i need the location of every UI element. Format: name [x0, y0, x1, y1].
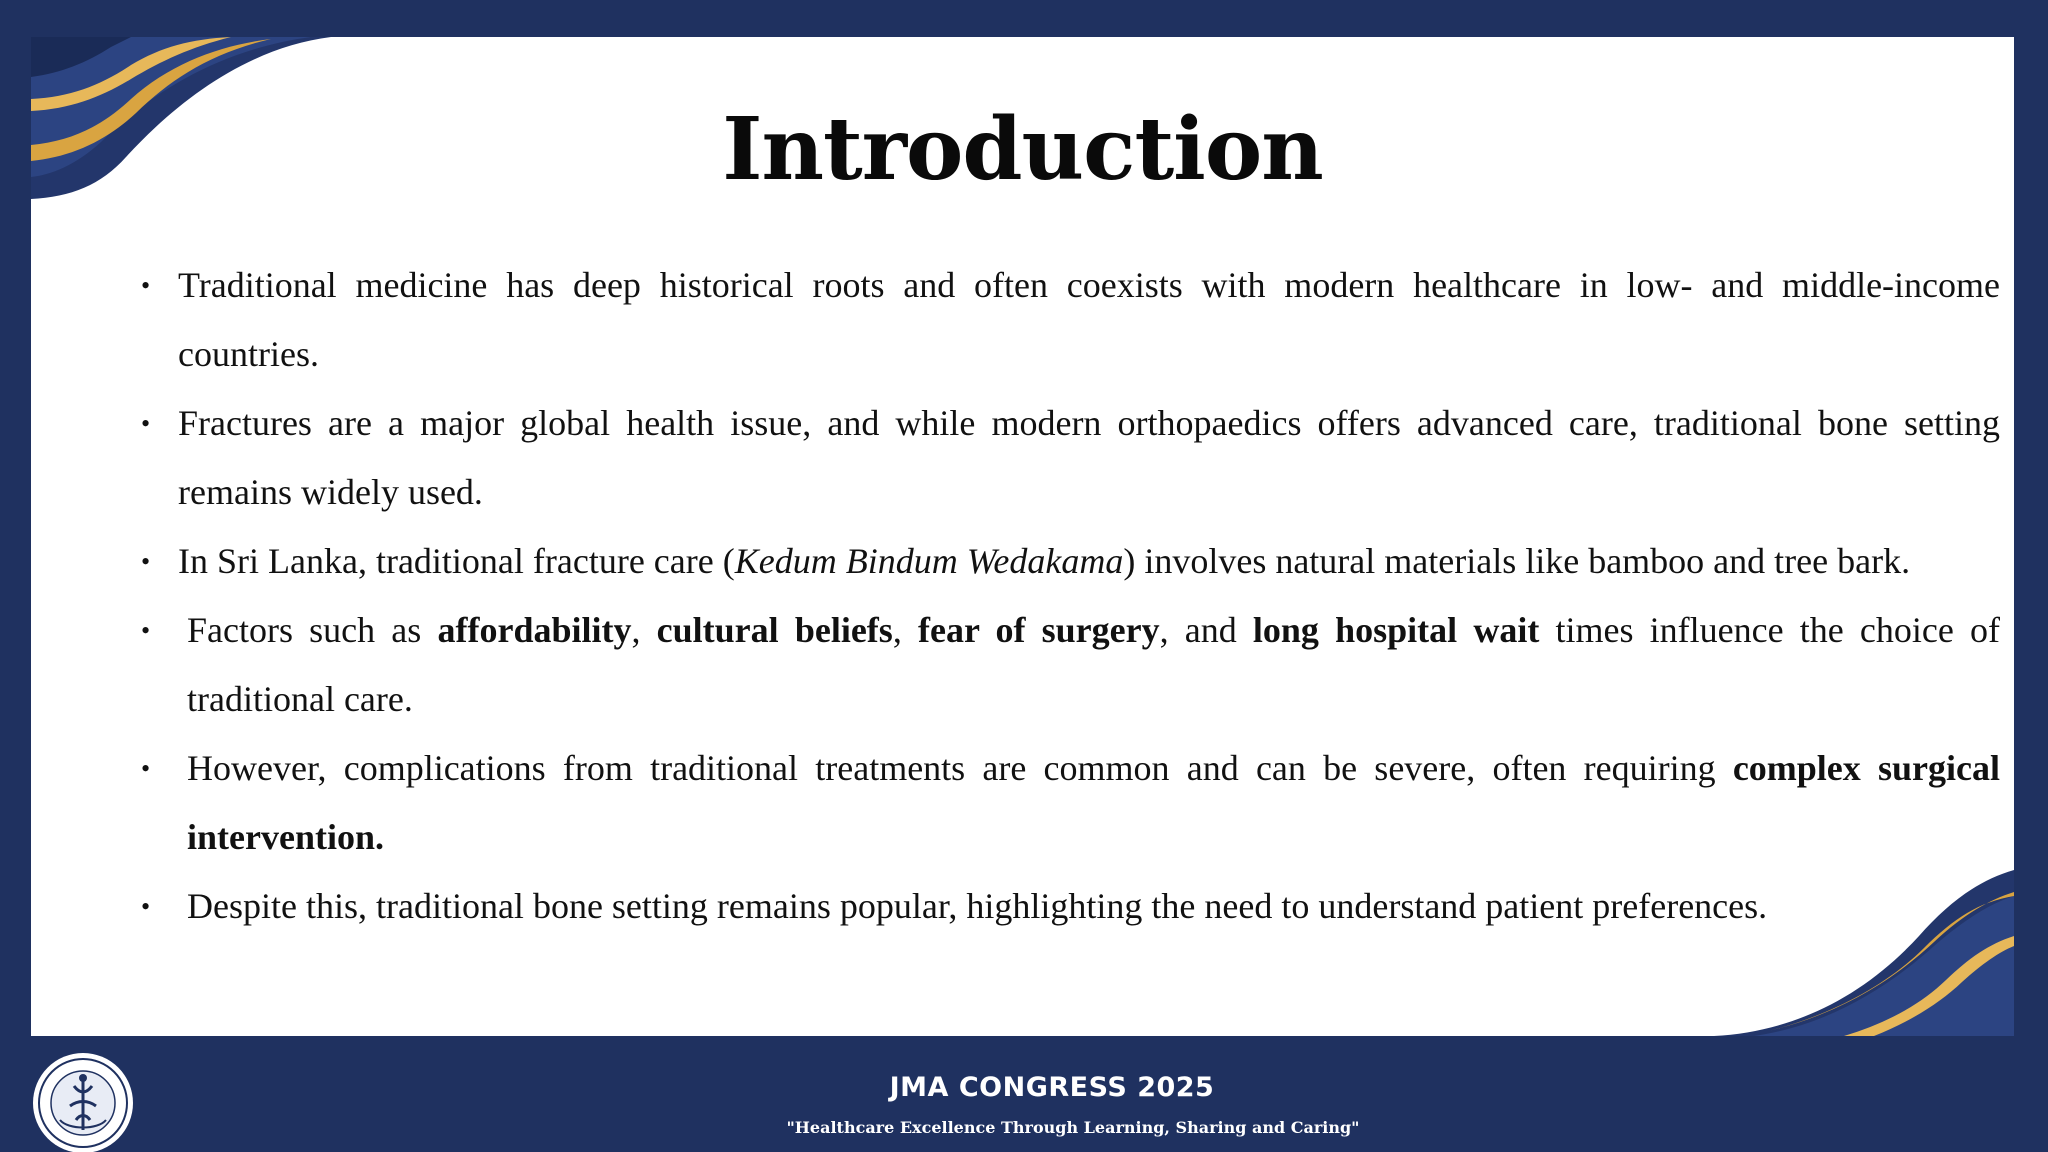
italic-term: Kedum Bindum Wedakama: [734, 541, 1124, 581]
bold-term: long hospital wait: [1252, 610, 1540, 650]
bullet-marker: •: [141, 547, 151, 576]
bullet-text: Factors such as affordability, cultural beliefs, fear of surgery, and long hospital wait times influence the choice of traditional care.: [187, 610, 2000, 719]
bullet-text: Despite this, traditional bone setting remains popular, highlighting the need to understand patient preferences.: [187, 886, 1768, 926]
bullet-item: [111, 734, 2000, 872]
congress-name: JMA CONGRESS 2025: [889, 1072, 1215, 1103]
bullet-text: Traditional medicine has deep historical roots and often coexists with modern healthcare in low- and middle-income countries.: [178, 265, 2000, 374]
bottom-right-wave-decoration: [1714, 866, 2014, 1036]
bullet-item: [111, 596, 2000, 734]
bullet-list: [111, 251, 2000, 941]
bold-term: complex surgical intervention.: [187, 748, 2000, 857]
bullet-marker: •: [141, 616, 151, 645]
bold-term: cultural beliefs: [656, 610, 893, 650]
slide-title: Introduction: [722, 99, 1323, 200]
bullet-text: Fractures are a major global health issue, and while modern orthopaedics offers advanced care, traditional bone setting remains widely used.: [178, 403, 2000, 512]
bullet-item: [111, 527, 2000, 596]
bullet-text: In Sri Lanka, traditional fracture care (Kedum Bindum Wedakama) involves natural materials like bamboo and tree bark.: [178, 541, 1911, 581]
bullet-marker: •: [141, 409, 151, 438]
bullet-text: However, complications from traditional treatments are common and can be severe, often requiring complex surgical intervention.: [187, 748, 2000, 857]
bullet-item: [111, 389, 2000, 527]
bold-term: fear of surgery: [917, 610, 1160, 650]
bullet-marker: •: [141, 892, 151, 921]
footer-bar: [0, 1036, 2048, 1152]
bullet-marker: •: [141, 271, 151, 300]
bullet-item: [111, 251, 2000, 389]
bold-term: affordability: [437, 610, 632, 650]
slide-canvas: [31, 37, 2014, 1036]
congress-tagline: "Healthcare Excellence Through Learning, Sharing and Caring": [786, 1118, 1360, 1137]
bullet-marker: •: [141, 754, 151, 783]
